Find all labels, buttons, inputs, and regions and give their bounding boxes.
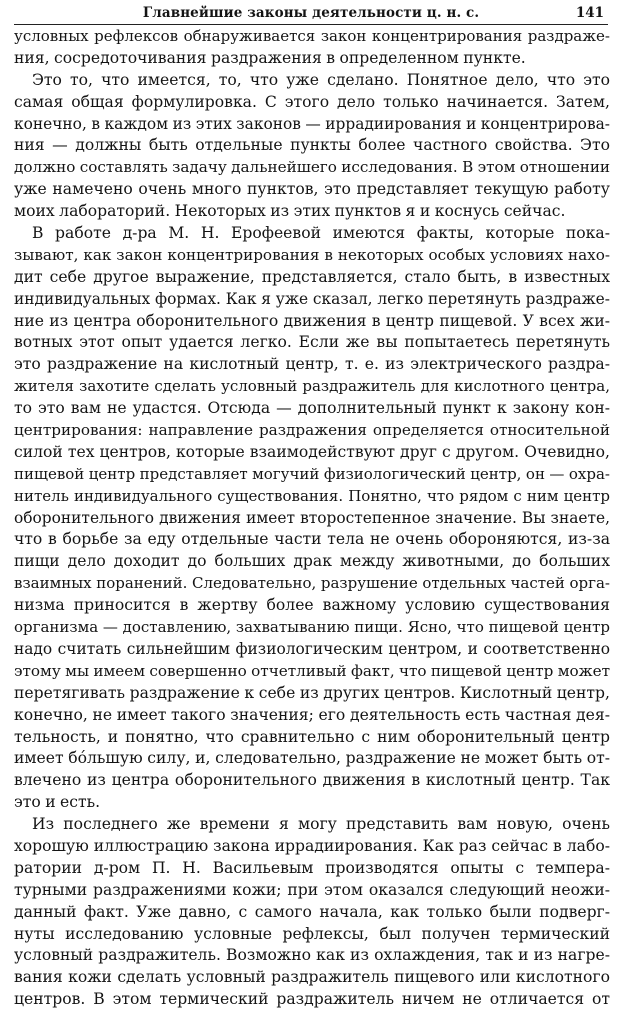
text-line: зывают, как закон концентрирования в некоторых особых условиях нахо- bbox=[14, 245, 610, 264]
text-line: влечено из центра оборонительного движения в кислотный центр. Так bbox=[14, 771, 610, 790]
text-line: ния — должны быть отдельные пункты более частного свойства. Это bbox=[14, 136, 610, 155]
text-line: это раздражение на кислотный центр, т. е. из электрического раздра- bbox=[14, 355, 610, 374]
text-line: хорошую иллюстрацию закона иррадиирования. Как раз сейчас в лабо- bbox=[14, 836, 610, 855]
text-line: нуты исследованию условные рефлексы, был получен термический bbox=[14, 924, 610, 943]
text-line: жителя захотите сделать условный раздражитель для кислотного центра, bbox=[14, 377, 610, 396]
text-line: ние из центра оборонительного движения в центр пищевой. У всех жи- bbox=[14, 311, 610, 330]
text-line: условный раздражитель. Возможно как из охлаждения, так и из нагре- bbox=[14, 946, 610, 965]
text-line: надо считать сильнейшим физиологическим центром, и соответственно bbox=[14, 639, 610, 658]
text-line: В работе д-ра М. Н. Ерофеевой имеются факты, которые пока- bbox=[32, 224, 610, 243]
text-line: низма приносится в жертву более важному условию существования bbox=[14, 596, 610, 615]
text-line: ратории д-ром П. Н. Васильевым производятся опыты с темпера- bbox=[14, 858, 610, 877]
running-header bbox=[14, 2, 608, 25]
text-line: что в борьбе за еду отдельные части тела не очень обороняются, из-за bbox=[14, 530, 610, 549]
text-line: центров. В этом термический раздражитель ничем не отличается от bbox=[14, 990, 610, 1009]
text-line: оборонительного движения имеет второстепенное значение. Вы знаете, bbox=[14, 508, 610, 527]
text-line: Из последнего же времени я могу представить вам новую, очень bbox=[32, 815, 610, 834]
text-line: центрирования: направление раздражения определяется относительной bbox=[14, 421, 610, 440]
body-text bbox=[14, 26, 610, 1011]
text-line: это и есть. bbox=[14, 793, 101, 812]
text-line: моих лабораторий. Некоторых из этих пунктов я и коснусь сейчас. bbox=[14, 202, 566, 221]
text-line: взаимных поранений. Следовательно, разрушение отдельных частей орга- bbox=[14, 574, 610, 593]
text-line: самая общая формулировка. С этого дело только начинается. Затем, bbox=[14, 92, 610, 111]
running-title: Главнейшие законы деятельности ц. н. с. bbox=[142, 5, 480, 21]
page-number: 141 bbox=[575, 5, 604, 21]
text-line: дит себе другое выражение, представляется, стало быть, в известных bbox=[14, 267, 610, 286]
text-line: вотных этот опыт удается легко. Если же вы попытаетесь перетянуть bbox=[14, 333, 610, 352]
text-line: силой тех центров, которые взаимодействуют друг с другом. Очевидно, bbox=[14, 442, 610, 461]
text-line: конечно, не имеет такого значения; его деятельность есть частная дея- bbox=[14, 705, 610, 724]
text-line: турными раздражениями кожи; при этом оказался следующий неожи- bbox=[14, 880, 610, 899]
text-line: конечно, в каждом из этих законов — иррадиирования и концентрирова- bbox=[14, 114, 610, 133]
text-line: перетягивать раздражение к себе из других центров. Кислотный центр, bbox=[14, 683, 610, 702]
text-line: Это то, что имеется, то, что уже сделано. Понятное дело, что это bbox=[32, 70, 610, 89]
text-line: нитель индивидуального существования. Понятно, что рядом с ним центр bbox=[14, 486, 610, 505]
text-line: тельность, и понятно, что сравнительно с ним оборонительный центр bbox=[14, 727, 610, 746]
text-line: пищевой центр представляет могучий физиологический центр, он — охра- bbox=[14, 464, 610, 483]
text-line: вания кожи сделать условный раздражитель пищевого или кислотного bbox=[14, 968, 610, 987]
text-line: ния, сосредоточивания раздражения в определенном пункте. bbox=[14, 48, 526, 67]
text-line: пищи дело доходит до больших драк между животными, до больших bbox=[14, 552, 610, 571]
text-line: условных рефлексов обнаруживается закон концентрирования раздраже- bbox=[14, 27, 610, 45]
text-line: уже намечено очень много пунктов, это представляет текущую работу bbox=[14, 180, 610, 199]
text-line: то это вам не удастся. Отсюда — дополнительный пункт к закону кон- bbox=[14, 399, 610, 418]
text-line: имеет бóльшую силу, и, следовательно, раздражение не может быть от- bbox=[14, 749, 610, 768]
text-line: этому мы имеем совершенно отчетливый факт, что пищевой центр может bbox=[14, 661, 611, 680]
text-line: должно составлять задачу дальнейшего исследования. В этом отношении bbox=[14, 158, 611, 177]
text-line: индивидуальных формах. Как я уже сказал, легко перетянуть раздраже- bbox=[14, 289, 610, 308]
text-line: данный факт. Уже давно, с самого начала, как только были подверг- bbox=[14, 902, 610, 921]
text-line: организма — доставлению, захватыванию пищи. Ясно, что пищевой центр bbox=[14, 618, 610, 637]
